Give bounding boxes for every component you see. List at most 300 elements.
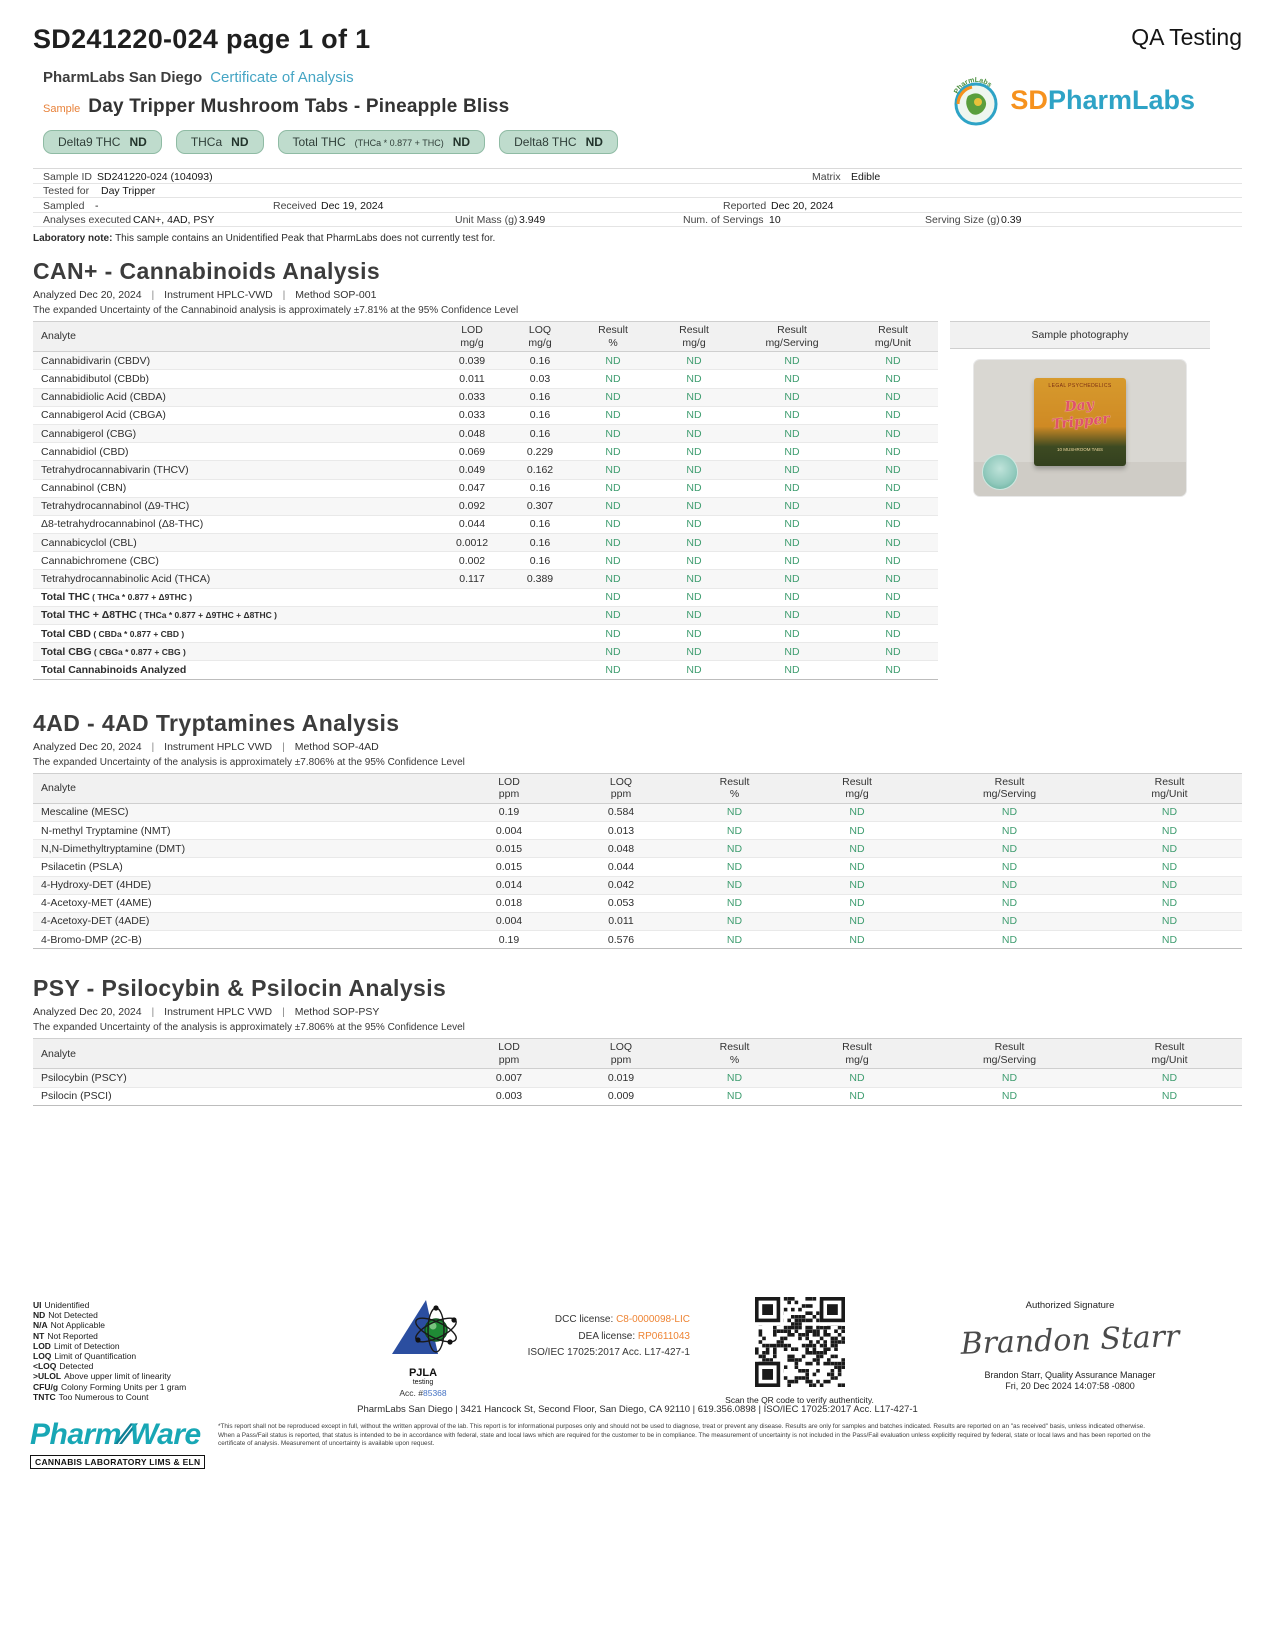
result-value: ND	[1097, 1087, 1242, 1105]
analyte-row	[33, 406, 938, 424]
analyte-name: Mescaline (MESC)	[33, 803, 453, 821]
limit-value: 0.19	[453, 931, 565, 949]
column-header: Analyte	[33, 322, 438, 352]
dcc-license-number: C8-0000098-LIC	[616, 1314, 690, 1325]
sample-name: Day Tripper Mushroom Tabs - Pineapple Bliss	[88, 96, 510, 117]
result-value: ND	[677, 1069, 792, 1087]
authorized-signature-label: Authorized Signature	[1025, 1300, 1115, 1311]
pill-result: ND	[231, 135, 249, 149]
result-value: ND	[736, 625, 848, 643]
svg-text:PharmLabs: PharmLabs	[953, 76, 994, 96]
column-header: Result mg/Serving	[922, 1039, 1097, 1069]
result-value: ND	[652, 643, 736, 661]
round-sticker-icon	[982, 454, 1018, 490]
legend-item: >ULOL Above upper limit of linearity	[33, 1371, 171, 1382]
result-value: ND	[652, 370, 736, 388]
result-value: ND	[922, 1069, 1097, 1087]
analyte-row	[33, 876, 1242, 894]
limit-value	[506, 625, 574, 643]
result-value: ND	[574, 570, 652, 588]
result-value: ND	[574, 443, 652, 461]
result-value: ND	[652, 534, 736, 552]
legend-item: CFU/g Colony Forming Units per 1 gram	[33, 1381, 187, 1392]
summary-pill: Delta9 THC ND	[43, 130, 162, 154]
result-value: ND	[736, 497, 848, 515]
result-value: ND	[652, 661, 736, 679]
result-value: ND	[792, 1087, 922, 1105]
result-value: ND	[1097, 931, 1242, 949]
result-value: ND	[1097, 912, 1242, 930]
analyte-row	[33, 840, 1242, 858]
limit-value	[506, 643, 574, 661]
limit-value: 0.16	[506, 552, 574, 570]
result-value: ND	[922, 821, 1097, 839]
result-value: ND	[574, 388, 652, 406]
result-value: ND	[922, 803, 1097, 821]
result-value: ND	[652, 515, 736, 533]
result-value: ND	[652, 388, 736, 406]
result-value: ND	[736, 406, 848, 424]
legend-item: N/A Not Applicable	[33, 1320, 105, 1331]
result-value: ND	[652, 479, 736, 497]
page-title: SD241220-024 page 1 of 1	[33, 24, 371, 54]
result-value: ND	[736, 443, 848, 461]
result-value: ND	[736, 643, 848, 661]
result-value: ND	[922, 858, 1097, 876]
result-value: ND	[848, 424, 938, 442]
limit-value: 0.053	[565, 894, 677, 912]
analyte-row	[33, 370, 938, 388]
analyte-row	[33, 424, 938, 442]
result-value: ND	[848, 388, 938, 406]
limit-value: 0.003	[453, 1087, 565, 1105]
limit-value: 0.015	[453, 858, 565, 876]
lab-address-line: PharmLabs San Diego | 3421 Hancock St, Second Floor, San Diego, CA 92110 | 619.356.0898 | ISO/IEC 17025:2017 Acc. L17-427-1	[357, 1404, 918, 1415]
limit-value	[438, 625, 506, 643]
limit-value: 0.576	[565, 931, 677, 949]
top-bar	[33, 24, 1242, 55]
qa-testing-label: QA Testing	[1131, 24, 1242, 50]
sdpharmlabs-logo	[948, 72, 1195, 128]
result-value: ND	[922, 876, 1097, 894]
result-value: ND	[574, 588, 652, 606]
product-box-image: LEGAL PSYCHEDELICS Day Tripper 10 MUSHROOM TABS	[1034, 378, 1126, 466]
analyte-row	[33, 858, 1242, 876]
limit-value: 0.004	[453, 912, 565, 930]
result-value: ND	[677, 912, 792, 930]
column-header: Result %	[574, 322, 652, 352]
result-value: ND	[792, 1069, 922, 1087]
limit-value: 0.229	[506, 443, 574, 461]
section-title-psilocybin: PSY - Psilocybin & Psilocin Analysis	[33, 975, 447, 1002]
result-value: ND	[848, 643, 938, 661]
limit-value: 0.162	[506, 461, 574, 479]
qr-code	[755, 1297, 845, 1387]
result-value: ND	[574, 625, 652, 643]
analyte-name: N,N-Dimethyltryptamine (DMT)	[33, 840, 453, 858]
sample-photo	[973, 359, 1187, 497]
pjla-accreditation: PJLA testing Acc. #85368	[358, 1296, 488, 1398]
total-row	[33, 588, 938, 606]
result-value: ND	[652, 570, 736, 588]
result-value: ND	[652, 424, 736, 442]
analyte-row	[33, 497, 938, 515]
legend-item: NT Not Reported	[33, 1330, 98, 1341]
result-value: ND	[736, 534, 848, 552]
laboratory-note: Laboratory note: This sample contains an Unidentified Peak that PharmLabs does not currently test for.	[33, 233, 496, 244]
result-value: ND	[922, 931, 1097, 949]
sample-label: Sample	[43, 103, 81, 115]
table-header-row	[33, 322, 938, 352]
result-value: ND	[677, 1087, 792, 1105]
result-value: ND	[736, 370, 848, 388]
analyte-name: Cannabidiolic Acid (CBDA)	[33, 388, 438, 406]
result-value: ND	[848, 552, 938, 570]
analyte-row	[33, 821, 1242, 839]
section-meta-psilocybin: Analyzed Dec 20, 2024 | Instrument HPLC VWD | Method SOP-PSY	[33, 1006, 380, 1019]
uncertainty-note-psilocybin: The expanded Uncertainty of the analysis is approximately ±7.806% at the 95% Confidence Level	[33, 1022, 465, 1034]
result-value: ND	[848, 625, 938, 643]
limit-value: 0.011	[565, 912, 677, 930]
result-value: ND	[574, 406, 652, 424]
column-header: LOD ppm	[453, 773, 565, 803]
result-value: ND	[1097, 858, 1242, 876]
result-value: ND	[652, 352, 736, 370]
legend-item: LOD Limit of Detection	[33, 1340, 120, 1351]
result-value: ND	[848, 479, 938, 497]
analyte-name: Total CBD ( CBDa * 0.877 + CBD )	[33, 625, 438, 643]
result-value: ND	[652, 625, 736, 643]
limit-value: 0.048	[438, 424, 506, 442]
limit-value	[438, 661, 506, 679]
result-value: ND	[574, 661, 652, 679]
analyte-name: Cannabigerol (CBG)	[33, 424, 438, 442]
dea-license-number: RP0611043	[637, 1330, 690, 1342]
table-header-row	[33, 1039, 1242, 1069]
legend-item: <LOQ Detected	[33, 1361, 94, 1372]
analyte-name: 4-Acetoxy-DET (4ADE)	[33, 912, 453, 930]
pill-result: ND	[129, 135, 147, 149]
column-header: Result mg/g	[792, 773, 922, 803]
result-value: ND	[677, 803, 792, 821]
result-value: ND	[792, 894, 922, 912]
qr-verification	[712, 1297, 887, 1405]
table-header-row	[33, 773, 1242, 803]
analyte-row	[33, 912, 1242, 930]
limit-value: 0.015	[453, 840, 565, 858]
analyte-name: Psilocybin (PSCY)	[33, 1069, 453, 1087]
limit-value: 0.044	[438, 515, 506, 533]
limit-value: 0.042	[565, 876, 677, 894]
result-value: ND	[736, 552, 848, 570]
uncertainty-note-cannabinoids: The expanded Uncertainty of the Cannabinoid analysis is approximately ±7.81% at the 95% Confidence Level	[33, 305, 519, 316]
legend-item: TNTC Too Numerous to Count	[33, 1391, 149, 1402]
analyte-row	[33, 534, 938, 552]
result-value: ND	[677, 876, 792, 894]
section-title-cannabinoids: CAN+ - Cannabinoids Analysis	[33, 258, 381, 284]
limit-value: 0.009	[565, 1087, 677, 1105]
limit-value: 0.092	[438, 497, 506, 515]
result-value: ND	[922, 840, 1097, 858]
column-header: LOD mg/g	[438, 322, 506, 352]
result-value: ND	[848, 461, 938, 479]
analyte-name: Cannabidivarin (CBDV)	[33, 352, 438, 370]
analyte-name: Cannabinol (CBN)	[33, 479, 438, 497]
column-header: Result mg/Serving	[922, 773, 1097, 803]
lab-name: PharmLabs San Diego	[43, 69, 203, 86]
section-meta-cannabinoids: Analyzed Dec 20, 2024 | Instrument HPLC-VWD | Method SOP-001	[33, 289, 377, 301]
result-value: ND	[574, 606, 652, 624]
result-value: ND	[848, 534, 938, 552]
result-value: ND	[652, 461, 736, 479]
column-header: LOQ ppm	[565, 773, 677, 803]
analyte-row	[33, 388, 938, 406]
analyte-row	[33, 479, 938, 497]
brand-wordmark: SDPharmLabs	[1010, 84, 1195, 115]
limit-value	[438, 606, 506, 624]
result-value: ND	[848, 497, 938, 515]
analyte-name: Tetrahydrocannabinol (Δ9-THC)	[33, 497, 438, 515]
analyte-row	[33, 352, 938, 370]
psilocybin-table	[33, 1038, 1242, 1106]
analyte-name: Cannabigerol Acid (CBGA)	[33, 406, 438, 424]
pill-result: ND	[585, 135, 603, 149]
result-value: ND	[848, 406, 938, 424]
analyte-name: 4-Acetoxy-MET (4AME)	[33, 894, 453, 912]
analyte-row	[33, 1069, 1242, 1087]
signature-block	[920, 1300, 1220, 1391]
sample-info-row: Tested for Day Tripper	[33, 184, 1242, 199]
pharmware-logo: Pharm∕∕Ware CANNABIS LABORATORY LIMS & ELN	[30, 1418, 205, 1470]
column-header: Result mg/g	[792, 1039, 922, 1069]
limit-value: 0.044	[565, 858, 677, 876]
result-value: ND	[736, 461, 848, 479]
result-value: ND	[848, 661, 938, 679]
result-value: ND	[1097, 840, 1242, 858]
total-row	[33, 661, 938, 679]
result-value: ND	[574, 643, 652, 661]
analyte-name: Total THC + Δ8THC ( THCa * 0.877 + Δ9THC + Δ8THC )	[33, 606, 438, 624]
limit-value: 0.16	[506, 352, 574, 370]
column-header: Analyte	[33, 1039, 453, 1069]
result-value: ND	[792, 931, 922, 949]
legend-item: UI Unidentified	[33, 1300, 90, 1310]
qr-caption: Scan the QR code to verify authenticity.	[725, 1395, 874, 1405]
limit-value: 0.019	[565, 1069, 677, 1087]
limit-value	[506, 606, 574, 624]
uncertainty-note-tryptamines: The expanded Uncertainty of the analysis is approximately ±7.806% at the 95% Confidence Level	[33, 756, 465, 768]
limit-value: 0.19	[453, 803, 565, 821]
result-value: ND	[848, 606, 938, 624]
limit-value: 0.033	[438, 406, 506, 424]
total-row	[33, 643, 938, 661]
signature-timestamp: Fri, 20 Dec 2024 14:07:58 -0800	[1005, 1381, 1135, 1391]
summary-pill: Delta8 THC ND	[499, 130, 618, 154]
total-row	[33, 606, 938, 624]
sample-info-table	[33, 168, 1242, 227]
sample-info-row: Sample ID SD241220-024 (104093) Matrix Edible	[33, 169, 1242, 184]
result-value: ND	[1097, 803, 1242, 821]
pharmware-tagline: CANNABIS LABORATORY LIMS & ELN	[30, 1455, 205, 1469]
column-header: Result %	[677, 1039, 792, 1069]
result-value: ND	[574, 352, 652, 370]
result-value: ND	[736, 570, 848, 588]
column-header: Result mg/g	[652, 322, 736, 352]
analyte-name: Δ8-tetrahydrocannabinol (Δ8-THC)	[33, 515, 438, 533]
result-value: ND	[574, 424, 652, 442]
result-value: ND	[792, 912, 922, 930]
column-header: Result mg/Unit	[1097, 1039, 1242, 1069]
column-header: Analyte	[33, 773, 453, 803]
sample-info-row: Sampled - Received Dec 19, 2024 Reported Dec 20, 2024	[33, 198, 1242, 213]
certificate-of-analysis-label: Certificate of Analysis	[210, 69, 354, 86]
limit-value: 0.16	[506, 388, 574, 406]
result-value: ND	[574, 497, 652, 515]
result-value: ND	[652, 497, 736, 515]
limit-value: 0.048	[565, 840, 677, 858]
result-value: ND	[736, 515, 848, 533]
result-value: ND	[652, 552, 736, 570]
result-value: ND	[848, 370, 938, 388]
result-value: ND	[792, 803, 922, 821]
limit-value: 0.03	[506, 370, 574, 388]
limit-value: 0.117	[438, 570, 506, 588]
result-value: ND	[652, 606, 736, 624]
result-value: ND	[848, 570, 938, 588]
analyte-name: Tetrahydrocannabivarin (THCV)	[33, 461, 438, 479]
sample-info-row: Analyses executed CAN+, 4AD, PSY Unit Mass (g) 3.949 Num. of Servings 10 Serving Size (g) 0.39	[33, 213, 1242, 228]
analyte-name: Cannabidibutol (CBDb)	[33, 370, 438, 388]
result-value: ND	[1097, 821, 1242, 839]
analyte-row	[33, 570, 938, 588]
analyte-row	[33, 552, 938, 570]
result-value: ND	[848, 588, 938, 606]
legend-item: ND Not Detected	[33, 1310, 98, 1321]
analyte-row	[33, 461, 938, 479]
section-title-tryptamines: 4AD - 4AD Tryptamines Analysis	[33, 709, 400, 736]
limit-value: 0.16	[506, 424, 574, 442]
sample-photography-panel	[950, 321, 1210, 497]
result-value: ND	[736, 606, 848, 624]
result-value: ND	[574, 552, 652, 570]
result-value: ND	[677, 931, 792, 949]
column-header: Result %	[677, 773, 792, 803]
limit-value: 0.011	[438, 370, 506, 388]
analyte-name: Cannabicyclol (CBL)	[33, 534, 438, 552]
result-value: ND	[922, 894, 1097, 912]
limit-value: 0.584	[565, 803, 677, 821]
limit-value: 0.014	[453, 876, 565, 894]
result-value: ND	[652, 406, 736, 424]
result-value: ND	[1097, 876, 1242, 894]
column-header: Result mg/Serving	[736, 322, 848, 352]
result-value: ND	[792, 858, 922, 876]
result-value: ND	[848, 515, 938, 533]
result-value: ND	[1097, 1069, 1242, 1087]
result-value: ND	[792, 821, 922, 839]
analyte-name: Total Cannabinoids Analyzed	[33, 661, 438, 679]
limit-value: 0.018	[453, 894, 565, 912]
pjla-logo-icon	[380, 1296, 466, 1360]
limit-value: 0.033	[438, 388, 506, 406]
analyte-name: 4-Bromo-DMP (2C-B)	[33, 931, 453, 949]
column-header: LOQ mg/g	[506, 322, 574, 352]
column-header: LOQ ppm	[565, 1039, 677, 1069]
abbreviation-legend	[33, 1300, 186, 1402]
analyte-name: Total THC ( THCa * 0.877 + Δ9THC )	[33, 588, 438, 606]
summary-pill: Total THC (THCa * 0.877 + THC) ND	[278, 130, 486, 154]
limit-value: 0.049	[438, 461, 506, 479]
signature-handwriting: Brandon Starr	[960, 1319, 1180, 1362]
analyte-name: Psilocin (PSCI)	[33, 1087, 453, 1105]
sample-photography-header: Sample photography	[950, 321, 1210, 349]
result-value: ND	[736, 352, 848, 370]
result-value: ND	[736, 588, 848, 606]
result-value: ND	[652, 443, 736, 461]
result-value: ND	[677, 894, 792, 912]
result-value: ND	[1097, 894, 1242, 912]
limit-value: 0.16	[506, 534, 574, 552]
analyte-row	[33, 931, 1242, 949]
analyte-name: N-methyl Tryptamine (NMT)	[33, 821, 453, 839]
section-meta-tryptamines: Analyzed Dec 20, 2024 | Instrument HPLC VWD | Method SOP-4AD	[33, 740, 379, 753]
result-value: ND	[677, 821, 792, 839]
column-header: LOD ppm	[453, 1039, 565, 1069]
result-value: ND	[736, 388, 848, 406]
result-value: ND	[677, 858, 792, 876]
summary-pill: THCa ND	[176, 130, 264, 154]
cannabinoids-table	[33, 321, 938, 680]
signer-name-title: Brandon Starr, Quality Assurance Manager	[984, 1370, 1156, 1380]
tryptamines-table	[33, 773, 1242, 950]
result-value: ND	[736, 479, 848, 497]
analyte-row	[33, 515, 938, 533]
pill-result: ND	[452, 135, 471, 149]
limit-value: 0.307	[506, 497, 574, 515]
result-value: ND	[574, 479, 652, 497]
result-value: ND	[574, 515, 652, 533]
result-value: ND	[922, 912, 1097, 930]
analyte-row	[33, 1087, 1242, 1105]
report-disclaimer: *This report shall not be reproduced except in full, without the written approval of the lab. This report is for informational purposes only and should not be used to diagnose, treat or prevent any disease. Results are only for samples and batches indicated. Results are reported on an "as received" basis, unless indicated otherwise. When a Pass/Fail status is reported, that status is intended to be in accordance with federal, state and local laws which are required for the customer to be in compliance. The measurement of uncertainty is not included in the Pass/Fail evaluation unless explicitly required by federal, state or local laws and has been reported on the certificate of analysis. Measurement of uncertainty is available upon request.	[218, 1423, 1151, 1448]
limit-value: 0.16	[506, 406, 574, 424]
limit-value: 0.069	[438, 443, 506, 461]
result-value: ND	[574, 534, 652, 552]
result-value: ND	[792, 876, 922, 894]
analyte-name: Cannabidiol (CBD)	[33, 443, 438, 461]
limit-value	[506, 588, 574, 606]
analyte-name: 4-Hydroxy-DET (4HDE)	[33, 876, 453, 894]
result-value: ND	[574, 370, 652, 388]
limit-value: 0.0012	[438, 534, 506, 552]
legend-item: LOQ Limit of Quantification	[33, 1350, 137, 1361]
limit-value: 0.389	[506, 570, 574, 588]
limit-value: 0.002	[438, 552, 506, 570]
limit-value	[438, 643, 506, 661]
pharmlabs-badge-icon	[948, 72, 1004, 128]
limit-value: 0.004	[453, 821, 565, 839]
result-value: ND	[848, 443, 938, 461]
limit-value: 0.039	[438, 352, 506, 370]
result-value: ND	[736, 661, 848, 679]
limit-value: 0.013	[565, 821, 677, 839]
result-value: ND	[736, 424, 848, 442]
limit-value: 0.16	[506, 515, 574, 533]
analyte-name: Psilacetin (PSLA)	[33, 858, 453, 876]
analyte-row	[33, 894, 1242, 912]
thc-summary-pills	[43, 130, 1242, 154]
result-value: ND	[677, 840, 792, 858]
